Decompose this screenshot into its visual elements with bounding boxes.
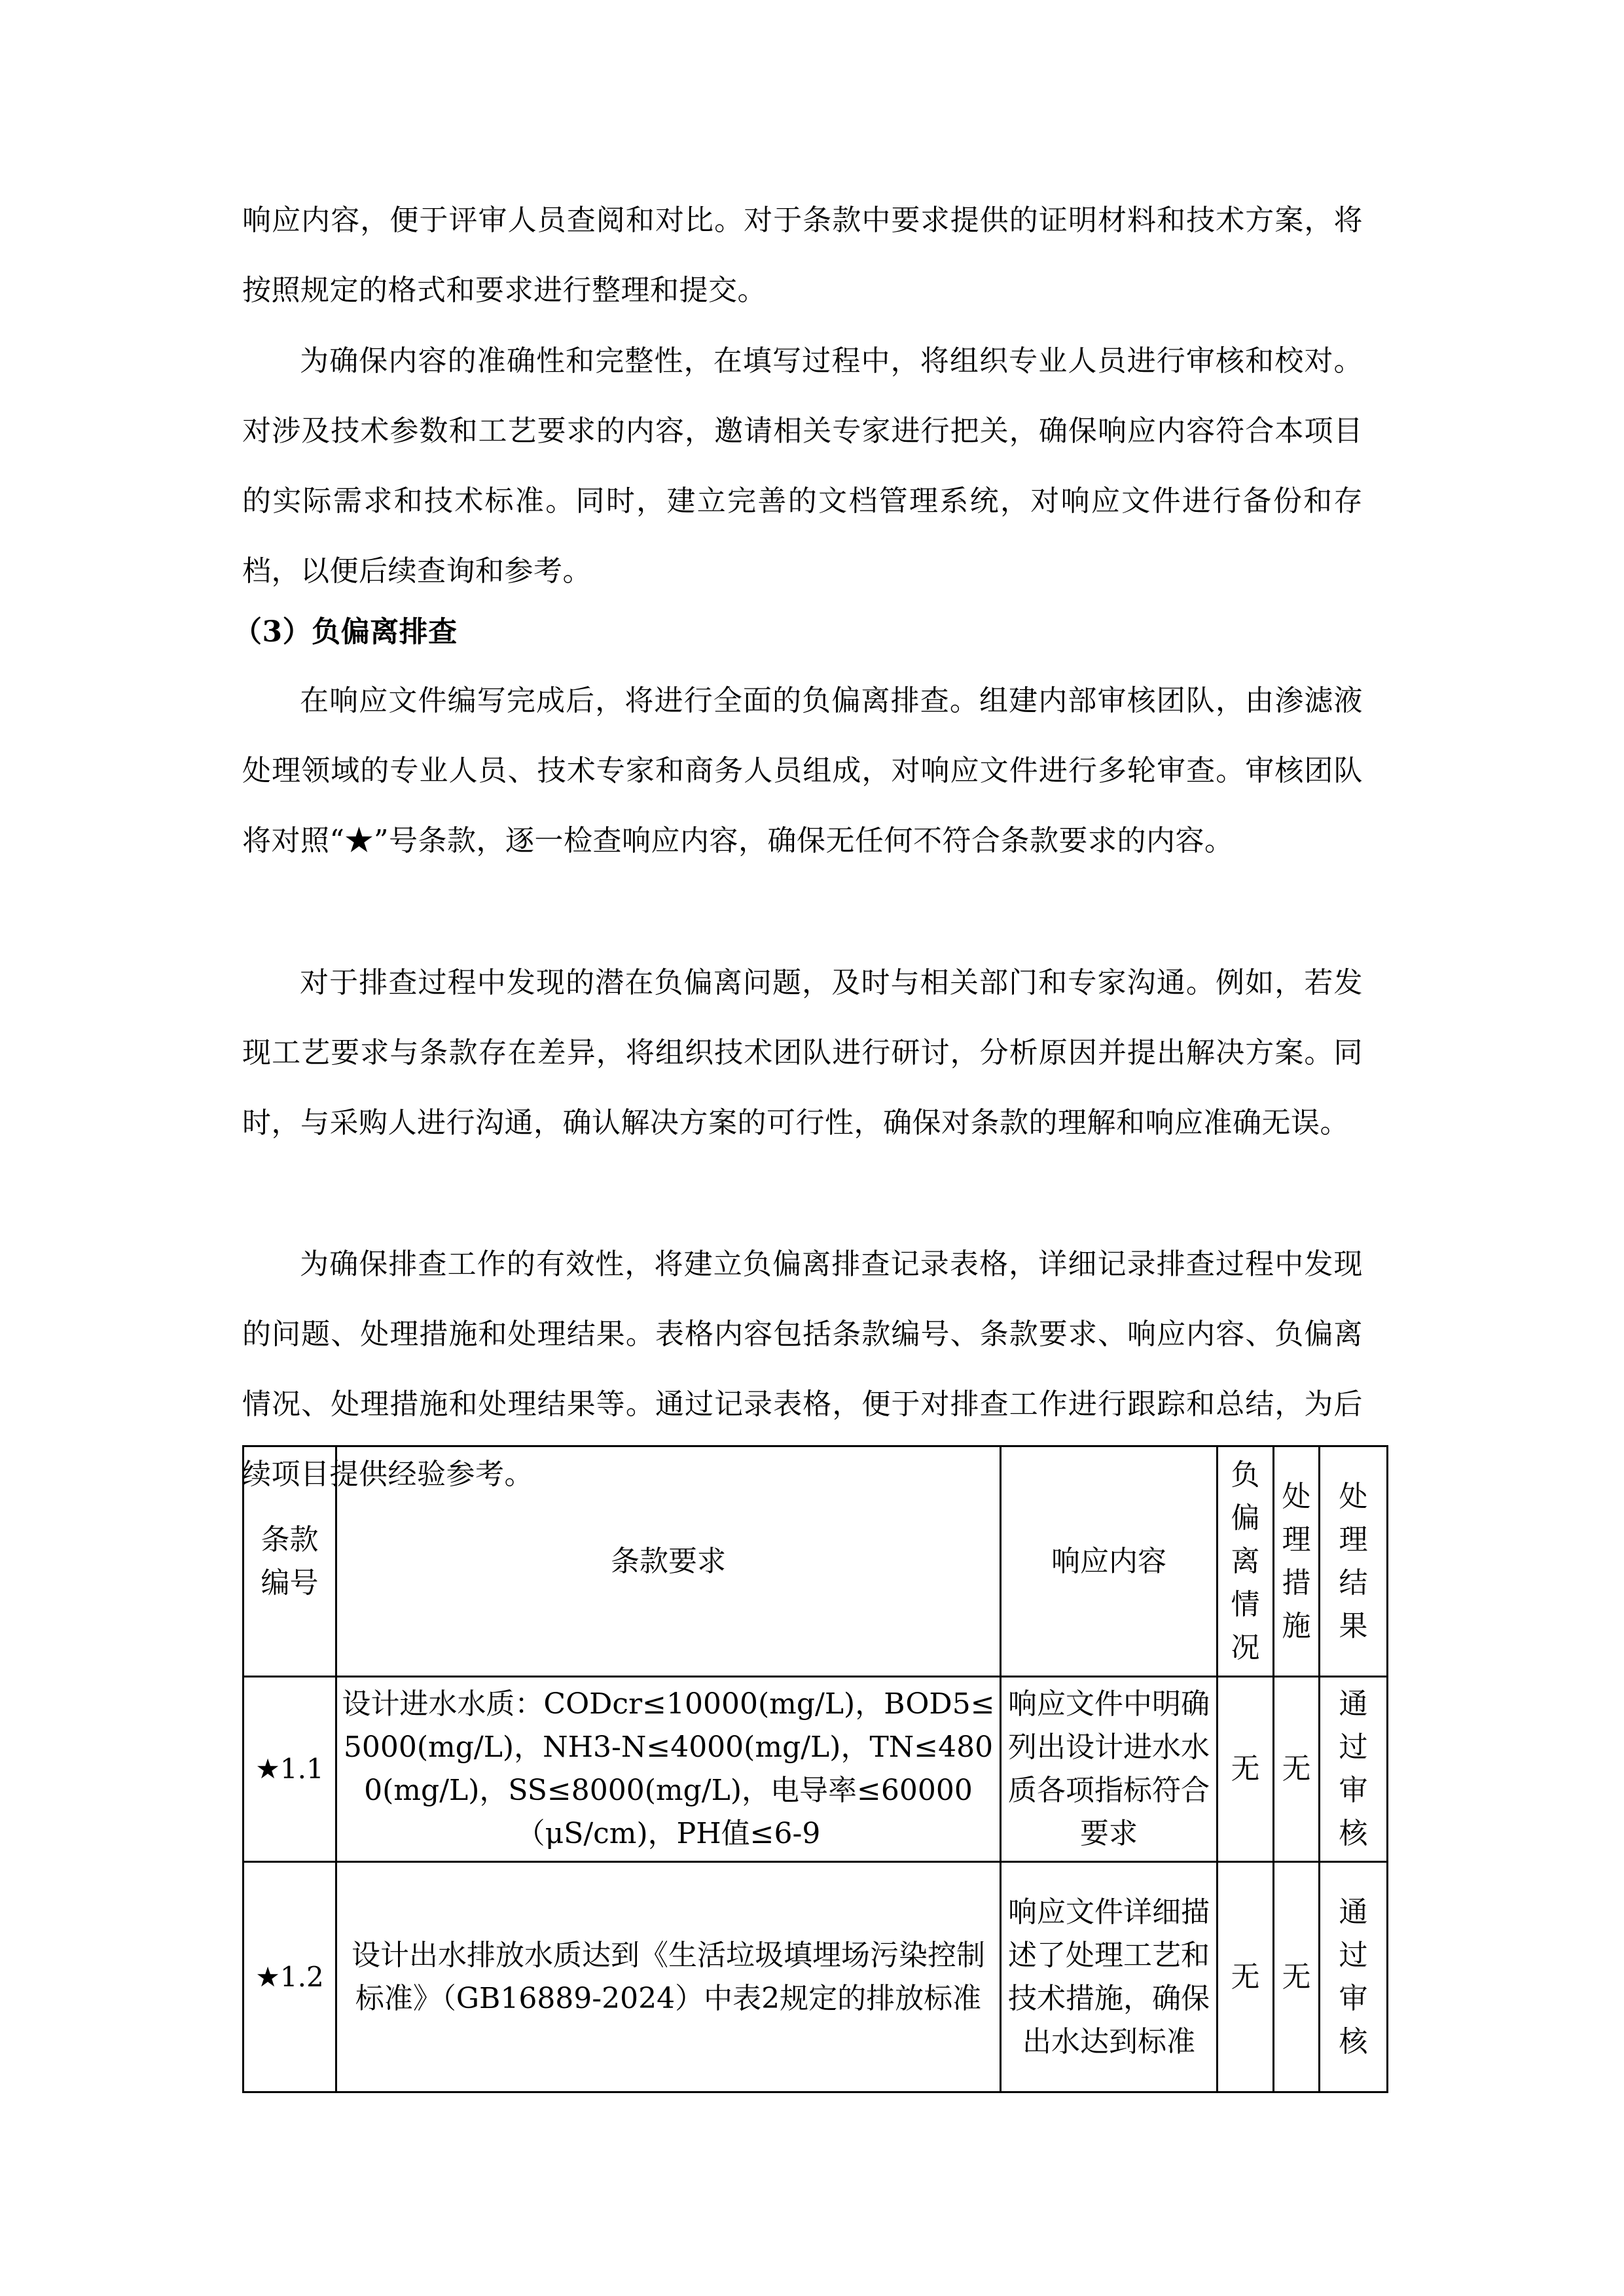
response-cell: 响应文件中明确列出设计进水水质各项指标符合要求 [1001, 1677, 1218, 1862]
clause-id-cell: ★1.1 [244, 1677, 336, 1862]
header-measures: 处理措施 [1274, 1446, 1320, 1677]
clause-id-cell: ★1.2 [244, 1862, 336, 2092]
section-heading: （3）负偏离排查 [233, 615, 458, 649]
header-response: 响应内容 [1001, 1446, 1218, 1677]
header-requirement: 条款要求 [336, 1446, 1001, 1677]
issues-paragraph: 对于排查过程中发现的潜在负偏离问题，及时与相关部门和专家沟通。例如，若发现工艺要求与条款存在差异，将组织技术团队进行研讨，分析原因并提出解决方案。同时，与采购人进行沟通，确认解决方案的可行性，确保对条款的理解和响应准确无误。 [242, 966, 1363, 1139]
requirement-cell: 设计出水排放水质达到《生活垃圾填埋场污染控制标准》（GB16889-2024）中表2规定的排放标准 [336, 1862, 1001, 2092]
header-clause-id: 条款编号 [244, 1446, 336, 1677]
review-paragraph-block [242, 666, 1363, 876]
header-result: 处理结果 [1320, 1446, 1388, 1677]
verification-paragraph: 为确保内容的准确性和完整性，在填写过程中，将组织专业人员进行审核和校对。对涉及技术参数和工艺要求的内容，邀请相关专家进行把关，确保响应内容符合本项目的实际需求和技术标准。同时，建立完善的文档管理系统，对响应文件进行备份和存档，以便后续查询和参考。 [242, 344, 1363, 588]
table-row [244, 1677, 1388, 1862]
requirement-cell: 设计进水水质：CODcr≤10000(mg/L)，BOD5≤5000(mg/L)，NH3-N≤4000(mg/L)，TN≤4800(mg/L)，SS≤8000(mg/L)，电导率≤60000（μS/cm)，PH值≤6-9 [336, 1677, 1001, 1862]
continuation-paragraph: 响应内容，便于评审人员查阅和对比。对于条款中要求提供的证明材料和技术方案，将按照规定的格式和要求进行整理和提交。 [242, 204, 1363, 307]
measures-cell: 无 [1274, 1677, 1320, 1862]
record-paragraph: 为确保排查工作的有效性，将建立负偏离排查记录表格，详细记录排查过程中发现的问题、处理措施和处理结果。表格内容包括条款编号、条款要求、响应内容、负偏离情况、处理措施和处理结果等。通过记录表格，便于对排查工作进行跟踪和总结，为后续项目提供经验参考。 [242, 1247, 1363, 1491]
deviation-record-table [242, 1445, 1388, 2093]
issues-paragraph-block [242, 948, 1363, 1158]
section-heading-block [233, 597, 822, 667]
continuation-paragraph-block [242, 185, 1363, 325]
review-paragraph: 在响应文件编写完成后，将进行全面的负偏离排查。组建内部审核团队，由渗滤液处理领域的专业人员、技术专家和商务人员组成，对响应文件进行多轮审查。审核团队将对照“★”号条款，逐一检查响应内容，确保无任何不符合条款要求的内容。 [242, 684, 1363, 857]
result-cell: 通过审核 [1320, 1677, 1388, 1862]
table-row [244, 1862, 1388, 2092]
table-header-row [244, 1446, 1388, 1677]
measures-cell: 无 [1274, 1862, 1320, 2092]
response-cell: 响应文件详细描述了处理工艺和技术措施，确保出水达到标准 [1001, 1862, 1218, 2092]
result-cell: 通过审核 [1320, 1862, 1388, 2092]
deviation-cell: 无 [1218, 1677, 1274, 1862]
header-deviation: 负偏离情况 [1218, 1446, 1274, 1677]
deviation-cell: 无 [1218, 1862, 1274, 2092]
verification-paragraph-block [242, 326, 1363, 606]
